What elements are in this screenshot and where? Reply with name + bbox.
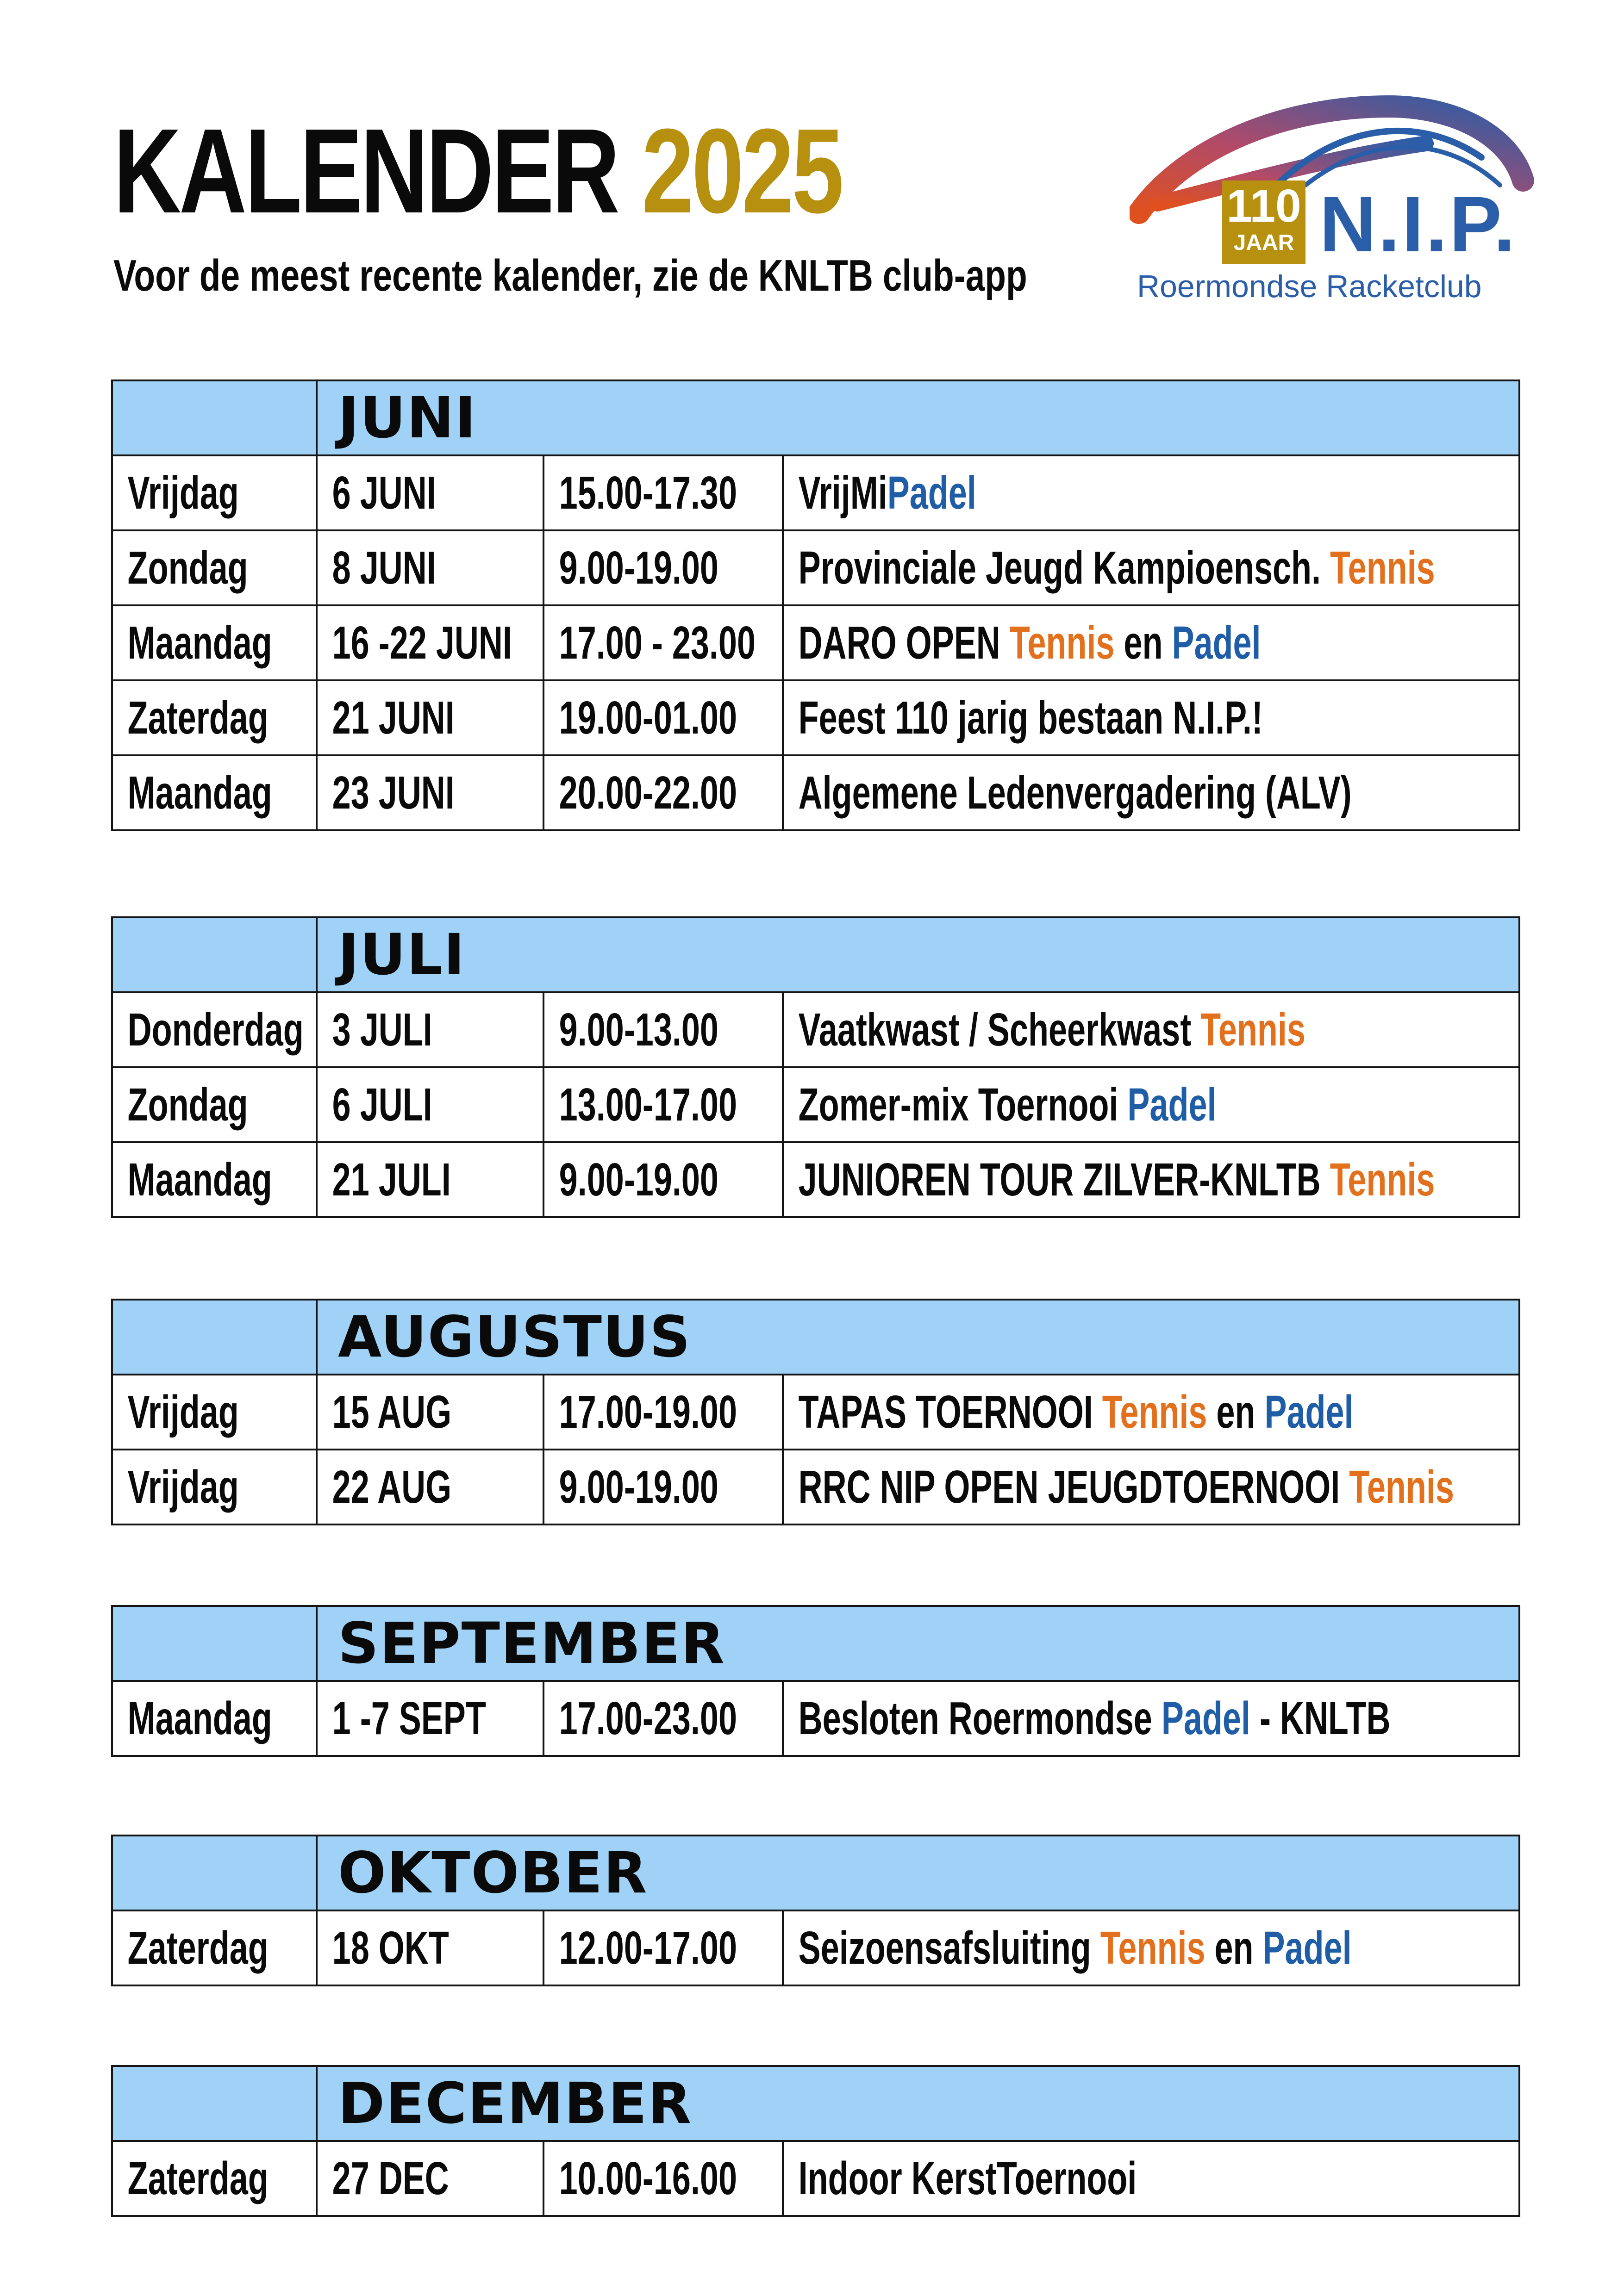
event-row	[112, 455, 1519, 530]
event-row	[112, 530, 1519, 605]
event-time-cell	[543, 1681, 783, 1756]
event-date-cell	[317, 530, 543, 605]
event-text: Besloten Roermondse	[798, 1692, 1162, 1744]
event-day: Maandag	[127, 767, 272, 819]
month-header-blank	[112, 917, 317, 992]
event-time-cell	[543, 992, 783, 1067]
event-title-cell	[783, 992, 1519, 1067]
event-title	[784, 1922, 1352, 1974]
event-time-cell	[543, 2141, 783, 2216]
month-header-row	[112, 2066, 1519, 2141]
event-row	[112, 605, 1519, 680]
event-text: en	[1205, 1922, 1263, 1974]
event-time-cell	[543, 1910, 783, 1985]
event-title	[784, 1079, 1217, 1131]
event-title	[784, 467, 976, 519]
month-table-juni	[111, 380, 1520, 831]
event-date-cell	[317, 680, 543, 755]
event-day-cell	[112, 680, 317, 755]
event-date-cell	[317, 1681, 543, 1756]
event-row	[112, 1450, 1519, 1524]
tennis-tag: Tennis	[1330, 542, 1435, 594]
tennis-tag: Tennis	[1009, 617, 1115, 669]
title-year: 2025	[641, 104, 842, 238]
event-title-cell	[783, 755, 1519, 830]
tennis-tag: Tennis	[1330, 1154, 1435, 1206]
event-title	[784, 1004, 1305, 1056]
event-time: 17.00-23.00	[559, 1692, 737, 1744]
event-text: JUNIOREN TOUR ZILVER-KNLTB	[798, 1154, 1330, 1206]
event-text: en	[1114, 617, 1172, 669]
event-day-cell	[112, 755, 317, 830]
event-date-cell	[317, 455, 543, 530]
month-name: OKTOBER	[317, 1836, 1519, 1910]
event-time-cell	[543, 1375, 783, 1450]
event-day-cell	[112, 530, 317, 605]
month-table-juli	[111, 916, 1520, 1218]
month-header-row	[112, 380, 1519, 455]
month-header-blank	[112, 1300, 317, 1375]
event-text: VrijMi	[798, 467, 887, 519]
event-title-cell	[783, 1142, 1519, 1217]
event-title-cell	[783, 1681, 1519, 1756]
event-text: DARO OPEN	[798, 617, 1010, 669]
page-title	[113, 104, 842, 238]
event-day-cell	[112, 455, 317, 530]
event-date: 3 JULI	[332, 1004, 432, 1056]
event-row	[112, 1067, 1519, 1142]
event-time: 9.00-19.00	[559, 1461, 718, 1513]
logo-club-name: Roermondse Racketclub	[1137, 269, 1482, 304]
event-time: 13.00-17.00	[559, 1079, 737, 1131]
padel-tag: Padel	[1262, 1922, 1352, 1974]
event-day-cell	[112, 1910, 317, 1985]
badge-label: JAAR	[1233, 230, 1294, 255]
event-day-cell	[112, 1067, 317, 1142]
event-title-cell	[783, 455, 1519, 530]
event-title-cell	[783, 530, 1519, 605]
tennis-tag: Tennis	[1200, 1004, 1305, 1056]
month-header-row	[112, 917, 1519, 992]
anniversary-badge	[1222, 180, 1305, 264]
padel-tag: Padel	[1161, 1692, 1250, 1744]
event-row	[112, 2141, 1519, 2216]
event-title	[784, 1386, 1354, 1438]
event-date-cell	[317, 755, 543, 830]
event-day-cell	[112, 992, 317, 1067]
event-date: 15 AUG	[332, 1386, 452, 1438]
event-text: - KNLTB	[1250, 1692, 1391, 1744]
logo-name: N.I.P.	[1319, 180, 1518, 268]
event-row	[112, 755, 1519, 830]
event-date: 6 JUNI	[332, 467, 436, 519]
event-time-cell	[543, 1450, 783, 1524]
event-time-cell	[543, 1142, 783, 1217]
event-date-cell	[317, 1067, 543, 1142]
event-day: Vrijdag	[127, 1461, 239, 1513]
event-title	[784, 617, 1261, 669]
event-day: Maandag	[127, 1154, 272, 1206]
event-text: Feest 110 jarig bestaan N.I.P.!	[798, 692, 1263, 744]
event-time: 15.00-17.30	[559, 467, 737, 519]
month-header-blank	[112, 1836, 317, 1910]
event-title	[784, 767, 1352, 819]
event-text: Vaatkwast / Scheerkwast	[798, 1004, 1201, 1056]
event-title	[784, 1692, 1391, 1744]
event-time: 9.00-19.00	[559, 542, 718, 594]
event-time-cell	[543, 680, 783, 755]
event-date-cell	[317, 1450, 543, 1524]
month-header-blank	[112, 2066, 317, 2141]
event-title	[784, 542, 1435, 594]
event-date-cell	[317, 992, 543, 1067]
event-time: 9.00-13.00	[559, 1004, 718, 1056]
event-date-cell	[317, 605, 543, 680]
event-title	[784, 1461, 1454, 1513]
event-date: 16 -22 JUNI	[332, 617, 512, 669]
event-day: Zondag	[127, 542, 248, 594]
tennis-tag: Tennis	[1102, 1386, 1207, 1438]
month-table-december	[111, 2065, 1520, 2217]
event-title-cell	[783, 1910, 1519, 1985]
badge-number: 110	[1226, 180, 1301, 232]
event-date-cell	[317, 2141, 543, 2216]
event-title-cell	[783, 1375, 1519, 1450]
event-row	[112, 992, 1519, 1067]
event-time-cell	[543, 455, 783, 530]
event-row	[112, 1142, 1519, 1217]
event-title	[784, 692, 1263, 744]
event-date: 21 JUNI	[332, 692, 455, 744]
padel-tag: Padel	[1127, 1079, 1217, 1131]
event-text: RRC NIP OPEN JEUGDTOERNOOI	[798, 1461, 1349, 1513]
title-word: KALENDER	[113, 104, 618, 238]
event-time-cell	[543, 605, 783, 680]
padel-tag: Padel	[887, 467, 976, 519]
event-time-cell	[543, 1067, 783, 1142]
month-name: JUNI	[317, 380, 1519, 455]
event-text: Algemene Ledenvergadering (ALV)	[798, 767, 1352, 819]
event-time: 20.00-22.00	[559, 767, 737, 819]
event-day-cell	[112, 1681, 317, 1756]
month-table-september	[111, 1605, 1520, 1757]
event-title	[784, 2155, 1137, 2202]
event-day: Maandag	[127, 617, 272, 669]
event-date-cell	[317, 1375, 543, 1450]
event-title-cell	[783, 1450, 1519, 1524]
month-name: JULI	[317, 917, 1519, 992]
tennis-tag: Tennis	[1100, 1922, 1206, 1974]
padel-tag: Padel	[1172, 617, 1261, 669]
month-name: AUGUSTUS	[317, 1300, 1519, 1375]
event-date: 27 DEC	[332, 2153, 449, 2204]
month-table-augustus	[111, 1299, 1520, 1525]
event-row	[112, 1910, 1519, 1985]
event-date-cell	[317, 1910, 543, 1985]
event-day: Zaterdag	[127, 692, 269, 744]
event-day-cell	[112, 605, 317, 680]
event-day: Zaterdag	[127, 2153, 269, 2204]
event-day: Zondag	[127, 1079, 248, 1131]
event-day-cell	[112, 1375, 317, 1450]
month-header-row	[112, 1606, 1519, 1681]
event-row	[112, 680, 1519, 755]
tennis-tag: Tennis	[1349, 1461, 1454, 1513]
event-title-cell	[783, 1067, 1519, 1142]
event-date: 22 AUG	[332, 1461, 452, 1513]
event-date-cell	[317, 1142, 543, 1217]
event-day: Donderdag	[127, 1004, 304, 1056]
event-text: Provinciale Jeugd Kampioensch.	[798, 542, 1330, 594]
event-text: en	[1207, 1386, 1265, 1438]
event-time-cell	[543, 530, 783, 605]
event-day: Vrijdag	[127, 467, 239, 519]
event-day: Zaterdag	[127, 1922, 269, 1974]
month-name: SEPTEMBER	[317, 1606, 1519, 1681]
event-day: Vrijdag	[127, 1386, 239, 1438]
event-day-cell	[112, 1450, 317, 1524]
month-header-row	[112, 1836, 1519, 1910]
event-date: 8 JUNI	[332, 542, 436, 594]
event-time: 12.00-17.00	[559, 1922, 737, 1974]
event-title-cell	[783, 605, 1519, 680]
event-time: 17.00 - 23.00	[559, 617, 756, 669]
event-time-cell	[543, 755, 783, 830]
event-time: 17.00-19.00	[559, 1386, 737, 1438]
event-title	[784, 1154, 1435, 1206]
event-day-cell	[112, 2141, 317, 2216]
event-time: 19.00-01.00	[559, 692, 737, 744]
event-text: Zomer-mix Toernooi	[798, 1079, 1128, 1131]
event-day-cell	[112, 1142, 317, 1217]
event-title-cell	[783, 2141, 1519, 2216]
event-text: TAPAS TOERNOOI	[798, 1386, 1102, 1438]
event-date: 18 OKT	[332, 1922, 449, 1974]
event-row	[112, 1375, 1519, 1450]
event-row	[112, 1681, 1519, 1756]
event-text: Indoor KerstToernooi	[798, 2153, 1137, 2204]
month-header-blank	[112, 380, 317, 455]
event-day: Maandag	[127, 1692, 272, 1744]
event-date: 21 JULI	[332, 1154, 451, 1206]
month-header-row	[112, 1300, 1519, 1375]
event-time: 9.00-19.00	[559, 1154, 718, 1206]
event-date: 6 JULI	[332, 1079, 432, 1131]
month-header-blank	[112, 1606, 317, 1681]
month-table-oktober	[111, 1835, 1520, 1986]
event-date: 1 -7 SEPT	[332, 1692, 486, 1744]
event-title-cell	[783, 680, 1519, 755]
event-time: 10.00-16.00	[559, 2153, 737, 2204]
event-text: Seizoensafsluiting	[798, 1922, 1100, 1974]
subtitle: Voor de meest recente kalender, zie de KNLTB club-app	[113, 251, 1027, 300]
event-date: 23 JUNI	[332, 767, 455, 819]
month-name: DECEMBER	[317, 2066, 1519, 2141]
padel-tag: Padel	[1264, 1386, 1354, 1438]
